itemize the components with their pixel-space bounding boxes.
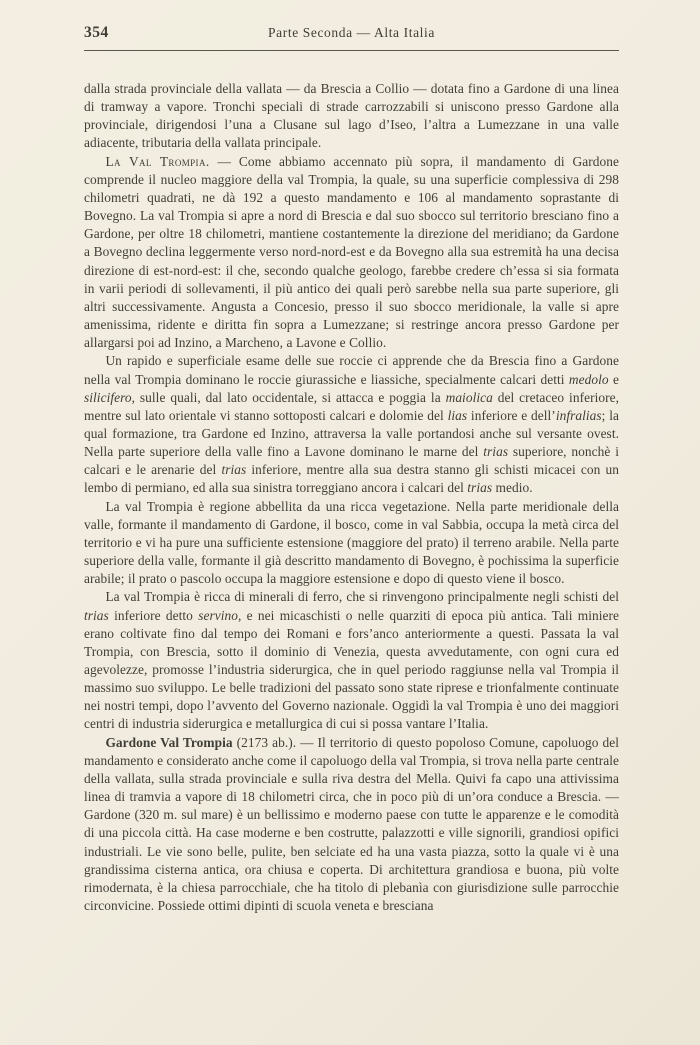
text-segment: medio.: [492, 480, 533, 496]
text-segment-bold: Gardone Val Trompia: [105, 734, 233, 750]
text-segment: , sulle quali, dal lato occidentale, si attacca e poggia la: [131, 389, 446, 405]
text-segment-italic: trias: [84, 607, 109, 623]
text-segment: , e nei micaschisti o nelle quarziti di epoca più antica. Tali miniere erano coltivate fino dal tempo dei Romani e fors’anco anteriormente a questi. Passata la val Trompia, con Brescia, sotto il dominio di Venezia, questa avvedutamente, con ogni cura ed agevolezze, promosse l’industria siderurgica, che in quel periodo raggiunse nella val Trompia il massimo suo sviluppo. Le belle tradizioni del passato sono state riprese e trionfalmente continuate nei nostri tempi, dopo l’avvento del Governo nazionale. Oggidì la val Trompia è uno dei maggiori centri di industria siderurgica e metallurgica di cui si possa vantare l’Italia.: [84, 607, 619, 732]
text-segment-smallcaps: La Val Trompia.: [105, 153, 210, 169]
paragraph: [84, 153, 619, 353]
text-segment-italic: lias: [447, 407, 468, 423]
page-header: [84, 24, 619, 46]
paragraph: [84, 80, 619, 153]
text-segment-italic: maiolica: [445, 389, 493, 405]
page-number: 354: [84, 24, 109, 41]
body-text: [84, 80, 619, 915]
paragraph: [84, 734, 619, 916]
text-segment: del cretaceo inferiore, mentre sul lato orientale vi stanno sottoposti calcari e dolomie del: [84, 389, 619, 423]
text-segment-italic: trias: [467, 480, 493, 496]
text-segment: inferiore, mentre alla sua destra stanno gli schisti micacei con un lembo di permiano, ed alla sua sinistra torreggiano ancora i calcari del: [84, 462, 619, 496]
paragraph: [84, 498, 619, 589]
text-segment-italic: infralias: [555, 407, 602, 423]
text-segment: Un rapido e superficiale esame delle sue roccie ci apprende che da Brescia fino a Gardone nella val Trompia dominano le roccie giurassiche e liassiche, specialmente calcari detti: [84, 353, 619, 387]
text-segment: ; la qual formazione, tra Gardone ed Inzino, attraversa la valle portandosi anche sul versante ovest. Nella parte superiore della valle fino a Lavone dominano le marne del: [84, 407, 619, 460]
text-segment: superiore, nonchè i calcari e le arenarie del: [84, 444, 619, 478]
text-segment: inferiore e dell’: [467, 407, 556, 423]
text-segment: dalla strada provinciale della vallata — da Brescia a Collio — dotata fino a Gardone di una linea di tramway a vapore. Tronchi speciali di strade carrozzabili si uniscono presso Gardone alla provinciale, dirigendosi l’una a Clusane sul lago d’Iseo, l’altra a Lumezzane in una valle adiacente, tributaria della vallata principale.: [84, 81, 619, 151]
header-rule: [84, 50, 619, 51]
running-title: Parte Seconda — Alta Italia: [268, 25, 435, 40]
text-segment: e: [608, 371, 619, 387]
text-segment: — Come abbiamo accennato più sopra, il mandamento di Gardone comprende il nucleo maggiore della val Trompia, la quale, su una superficie complessiva di 298 chilometri quadrati, ne dà 192 a questo mandamento e 106 al mandamento soprastante di Bovegno. La val Trompia si apre a nord di Brescia e dal suo sbocco sul territorio bresciano fino a Gardone, per oltre 18 chilometri, mantiene costantemente la direzione del meridiano; da Gardone a Bovegno declina leggermente verso nord-nord-est e da Bovegno alla sua estremità ha una decisa direzione di est-nord-est: il che, secondo qualche geologo, farebbe credere ch’essa si sia formata in varii periodi di sollevamenti, il più antico dei quali però sarebbe nella sua parte superiore, gli altri successivamente. Angusta a Concesio, presso il suo sbocco meridionale, la valle si apre amenissima, ridente e diritta fin sopra a Lumezzane; si restringe ancora presso Gardone per allargarsi poi ad Inzino, a Marcheno, a Lavone e Collio.: [84, 153, 619, 351]
text-segment: La val Trompia è regione abbellita da una ricca vegetazione. Nella parte meridionale della valle, formante il mandamento di Gardone, il bosco, come in val Sabbia, occupa la metà circa del territorio e vi ha pure una sufficiente estensione (maggiore del prato) il terreno arabile. Nella parte superiore della valle, formante il già descritto mandamento di Bovegno, è pochissima la superficie arabile; il prato o pascolo occupa la maggiore estensione e dopo di questo viene il bosco.: [84, 498, 619, 587]
text-segment-italic: silicifero: [84, 389, 132, 405]
text-segment-italic: servino: [198, 607, 238, 623]
text-segment: (2173 ab.). — Il territorio di questo popoloso Comune, capoluogo del mandamento e considerato anche come il capoluogo della val Trompia, si trova nella parte centrale della vallata, sulla strada provinciale e sulla riva destra del Mella. Quivi fa capo una attivissima linea di tramvia a vapore di 18 chilometri circa, che in poco più di un’ora conduce a Brescia. — Gardone (320 m. sul mare) è un bellissimo e moderno paese con tutte le apparenze e le comodità di una piccola città. Ha case moderne e ben costrutte, palazzotti e ville signorili, grandiosi opifici industriali. Le vie sono belle, pulite, ben selciate ed ha una vasta piazza, sotto la quale vi è una grandissima cisterna antica, ora chiusa e coperta. Di architettura grandiosa e buona, più volte rimodernata, è la chiesa parrocchiale, che ha titolo di plebanìa con giurisdizione sulle parrocchie circonvicine. Possiede ottimi dipinti di scuola veneta e bresciana: [84, 734, 619, 914]
paragraph: [84, 588, 619, 733]
text-segment: inferiore detto: [108, 607, 199, 623]
text-segment: La val Trompia è ricca di minerali di ferro, che si rinvengono principalmente negli schisti del: [105, 589, 619, 605]
text-segment-italic: medolo: [568, 371, 609, 387]
paragraph: [84, 352, 619, 497]
text-segment-italic: trias: [483, 444, 509, 460]
text-segment-italic: trias: [221, 462, 247, 478]
